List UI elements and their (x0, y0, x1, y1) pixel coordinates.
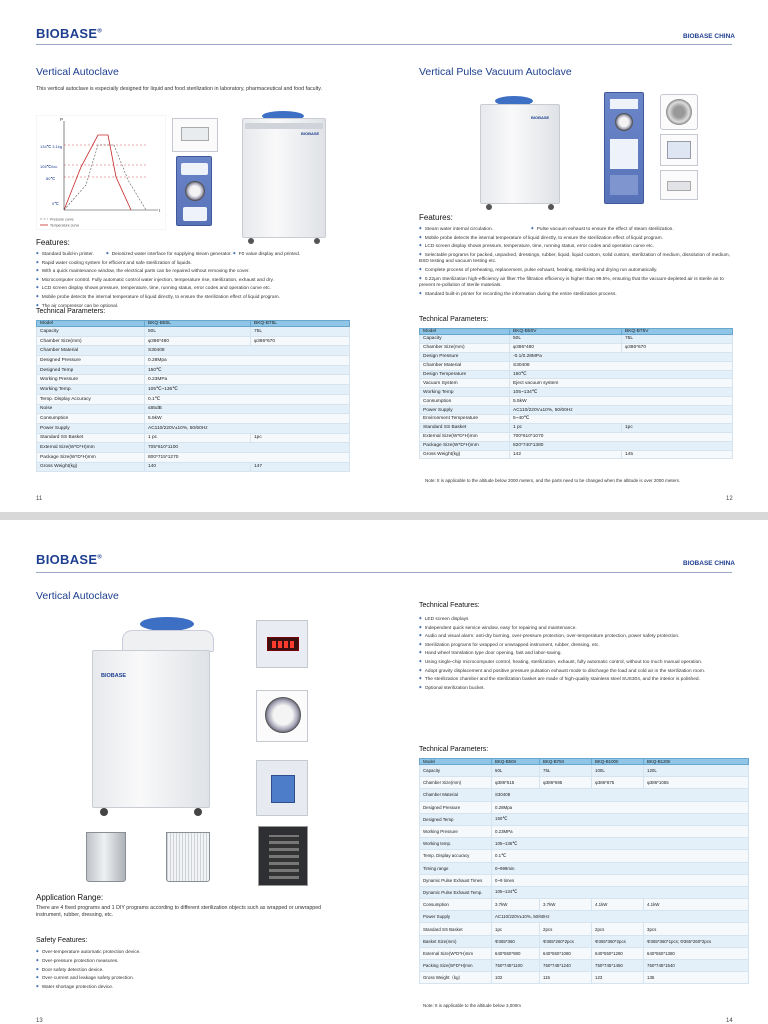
table-row (420, 947, 749, 959)
quick-service-window-photo (256, 760, 308, 816)
legend-temperature: Temperature curve (50, 223, 80, 228)
table-row (420, 370, 733, 379)
table-cell: 50L (492, 765, 540, 777)
table-cell: Chamber Material (420, 789, 492, 801)
table-cell: 150℃ (492, 813, 749, 825)
page-number-13: 13 (36, 1018, 43, 1024)
table-cell: Package Size(W*D*H)mm (37, 452, 145, 462)
page-number-12: 12 (726, 496, 733, 502)
table-cell: Designed Temp (420, 813, 492, 825)
sterilization-curve-diagram (36, 115, 166, 230)
table-row (37, 423, 350, 433)
screen-photo (660, 134, 698, 166)
table-row (420, 923, 749, 935)
table-row (420, 388, 733, 397)
table-row (420, 789, 749, 801)
table-row (420, 862, 749, 874)
table-cell: 145 (622, 450, 733, 459)
page14-tech-features-heading: Technical Features: (419, 602, 480, 609)
pressure-gauge-photo (256, 690, 308, 742)
page13-app-heading: Application Range: (36, 893, 104, 902)
table-cell: -0.1/0.28MPa (510, 352, 733, 361)
table-cell: 123 (592, 972, 644, 984)
page13-safety-list: ◆ Over-temperature automatic protection device. ◆ Over-pressure protection measures. ◆ Door safety detection device. ◆ Over-current and leakage safety protection. ◆ Water shortage protection device. (36, 948, 336, 992)
header-divider (36, 44, 732, 45)
table-cell: 0.28Mpa (492, 801, 749, 813)
page11-title: Vertical Autoclave (36, 66, 119, 78)
table-cell: Chamber Size(mm) (37, 336, 145, 346)
table-row (420, 352, 733, 361)
table-cell: Vacuum System (420, 379, 510, 388)
table-cell: Package Size(W*D*H)mm (420, 441, 510, 450)
table-cell: External Size(W*D*H)mm (420, 947, 492, 959)
handwheel-icon-3 (140, 617, 194, 631)
table-cell: Design Temperature (420, 370, 510, 379)
page13-safety-heading: Safety Features: (36, 937, 88, 944)
table-cell: 75L (622, 335, 733, 344)
table-cell: φ386*695 (540, 777, 592, 789)
biobase-logo: BIOBASE® (36, 26, 103, 41)
table-row (420, 825, 749, 837)
table-row (420, 960, 749, 972)
printer-photo (660, 170, 698, 200)
page12-note: Note: It is applicable to the altitude below 2000 meters, and the parts need to be changed when the altitude is over 2000 meters. (425, 478, 681, 483)
table-cell: 0.23MPa (492, 825, 749, 837)
table-row (420, 423, 733, 432)
table-cell: 3.7kW (492, 899, 540, 911)
table-row (37, 404, 350, 414)
table-row (420, 899, 749, 911)
brand-right-header: BIOBASE CHINA (683, 33, 736, 40)
table-row (37, 385, 350, 395)
table-cell: S30408 (145, 346, 350, 356)
table-cell: 820*740*1380 (510, 441, 733, 450)
page14-tech-heading: Technical Parameters: (419, 746, 489, 753)
table-cell: 150℃ (510, 370, 733, 379)
ss-bucket-photo (86, 832, 126, 882)
table-cell: 1 pc (510, 423, 622, 432)
table-cell: 105~134℃ (510, 388, 733, 397)
table-cell: Φ365*360*2pcs (592, 935, 644, 947)
brand-right-header-2: BIOBASE CHINA (683, 560, 736, 567)
table-cell: 640*550*1380 (644, 947, 749, 959)
table-cell: Designed Pressure (37, 356, 145, 366)
table-cell: Power Supply (420, 406, 510, 415)
table-cell: Φ365*260*2pcs (540, 935, 592, 947)
table-row (37, 443, 350, 453)
table-cell: 0.28Mpa (145, 356, 350, 366)
table-cell: Power Supply (37, 423, 145, 433)
table-row (37, 327, 350, 337)
led-display-photo (256, 620, 308, 668)
table-cell: ≤65dB (145, 404, 350, 414)
table-cell: 1pc (251, 433, 350, 443)
table-cell: 140 (145, 462, 251, 472)
table-cell: Chamber Material (37, 346, 145, 356)
table-cell: Consumption (37, 414, 145, 424)
vertical-autoclave-photo: BIOBASE (242, 118, 326, 238)
table-row (420, 935, 749, 947)
page11-parameters-table: Model BKQ-B50L BKQ-B75L Capacity 50L 75L Chamber Size(mm) φ386*480 φ386*670 Chamber Material S30408 Designed Pressure 0.28Mpa Designed Temp 150℃ Working Pressure 0.23MPa Working Temp. 105℃~136℃ Temp. Display Accuracy 0.1℃ Noise ≤65dB Consumption 5.5kW Power Supply AC110/220V±10%, 50/60Hz Standard SS Basket 1 pc 1pc External Size(W*D*H)mm 705*610*1100 Package Size(W*D*H)mm 800*715*1270 Gross Weight(kg) 140 147 (36, 320, 350, 472)
table-cell: Designed Temp (37, 365, 145, 375)
table-cell: Gross Weight(kg) (37, 462, 145, 472)
pulse-vacuum-autoclave-photo: BIOBASE (480, 104, 560, 204)
table-cell: 150℃ (145, 365, 350, 375)
table-row (420, 343, 733, 352)
table-cell: φ386*875 (592, 777, 644, 789)
page14-tech-features-list: ◆ LED screen displays ◆ Independent quick service window, easy for repairing and maintenance. ◆ Audio and visual alarm: anti-dry burning, over-pressure protection, over-temperature protection, power safety protection. ◆ Sterilization programs for wrapped or unwrapped instrument, rubber, dressing, etc. ◆ Hand wheel translation type door opening, fast and labor-saving. ◆ Using single-chip microcomputer control, heating, sterilization, exhaust, fully automatic control, without too much manual operation. ◆ Adopt gravity displacement and positive pressure pulsation exhaust mode to discharge the load and cold air in the sterilization room. ◆ The sterilization chamber and the sterilization basket are made of high-quality stainless steel SUS304, and the interior is polished. ◆ Optional sterilization bucket. (419, 615, 739, 692)
table-cell: S30408 (492, 789, 749, 801)
table-cell: 120L (644, 765, 749, 777)
table-row (420, 361, 733, 370)
page14-note: Note: It is applicable to the altitude below 3,000m (423, 1003, 522, 1008)
table-cell: Design Pressure (420, 352, 510, 361)
table-cell: Chamber Material (420, 361, 510, 370)
biobase-logo-2: BIOBASE® (36, 552, 103, 567)
table-row (37, 433, 350, 443)
table-row (420, 911, 749, 923)
page11-features-list: ◆ Standard build-in printer.◆ Deionized water interface for supplying steam generator. ◆ F0 value display and printed.◆ Rapid water cooling system for efficient and safe sterilization of liquids. ◆ With a quick maintenance window, the electrical parts can be repaired without removing the cover. ◆ Microcomputer control. Fully automatic control water injection, temperature rise, sterilization, exhaust and dry. ◆ LCD screen display shows pressure, temperature, time, running status, error codes and operation curve etc. ◆ Mobile probe detects the internal temperature of liquid directly, to ensure the sterilization effect of liquid program. ◆ The air compressor can be optional. (36, 250, 336, 310)
table-cell: φ386*1055 (644, 777, 749, 789)
table-cell: Standard SS Basket (420, 923, 492, 935)
vertical-autoclave-photo-2: BIOBASE (92, 650, 210, 808)
table-row (420, 972, 749, 984)
table-cell: 800*715*1270 (145, 452, 350, 462)
page11-tech-heading: Technical Parameters: (36, 308, 106, 315)
table-cell: 75L (540, 765, 592, 777)
page12-tech-heading: Technical Parameters: (419, 316, 489, 323)
table-cell: 3pcs (644, 923, 749, 935)
table-cell: 105~136℃ (492, 838, 749, 850)
table-row (420, 874, 749, 886)
table-row (420, 801, 749, 813)
table-row (420, 397, 733, 406)
table-cell: 102 (492, 972, 540, 984)
table-cell: Capacity (420, 335, 510, 344)
table-cell: 640*550*980 (492, 947, 540, 959)
table-cell: 640*550*1080 (540, 947, 592, 959)
table-cell: Power Supply (420, 911, 492, 923)
page-number-11: 11 (36, 496, 43, 502)
table-cell: 0.1℃ (492, 850, 749, 862)
table-cell: 0~999min (492, 862, 749, 874)
table-cell: AC110/220V±10%, 50/60Hz (492, 911, 749, 923)
page13-app-text: There are 4 fixed programs and 1 DIY programs according to different sterilization objects such as wrapped or unwrapped instrument, rubber, dressing, etc. (36, 905, 322, 919)
table-cell: φ386*480 (145, 336, 251, 346)
table-cell: 640*550*1280 (592, 947, 644, 959)
table-row (420, 406, 733, 415)
table-cell: Designed Pressure (420, 801, 492, 813)
table-cell: 3.7kW (540, 899, 592, 911)
table-cell: Basket Size(mm) (420, 935, 492, 947)
table-cell: 115 (540, 972, 592, 984)
page14-parameters-table: Model BKQ-B50II BKQ-B75II BKQ-B100II BKQ-B120II Capacity 50L 75L 100L 120L Chamber Size(mm) φ386*515 φ386*695 φ386*875 φ386*1055 Chamber Material S30408 Designed Pressure 0.28Mpa Designed Temp 150℃ Working Pressure 0.23MPa Working temp. 105~136℃ Temp. Display accuracy 0.1℃ Timing range 0~999min Dynamic Pulse Exhaust Times 0~9 times Dynamic Pulse Exhaust Temp. 105~134℃ Consumption 3.7kW 3.7kW 4.1kW 4.1kW Power Supply AC110/220V±10%, 50/60Hz Standard SS Basket 1pc 2pcs 2pcs 3pcs Basket Size(mm) Φ365*360 Φ365*260*2pcs Φ365*360*2pcs Φ365*360*1pcs; Φ365*260*2pcs External Size(W*D*H)mm 640*550*980 640*550*1080 640*550*1280 640*550*1380 Packing Size(W*D*H)mm 750*745*1100 750*745*1240 750*745*1450 750*745*1540 Gross Weight（kg） 102 115 123 135 (419, 758, 749, 984)
table-cell: φ386*480 (510, 343, 622, 352)
table-cell: Standard SS Basket (420, 423, 510, 432)
table-row (420, 441, 733, 450)
table-cell: Noise (37, 404, 145, 414)
table-cell: Chamber Size(mm) (420, 343, 510, 352)
table-row (420, 415, 733, 424)
table-cell: 750*745*1450 (592, 960, 644, 972)
table-cell: 105℃~136℃ (145, 385, 350, 395)
table-cell: 50L (145, 327, 251, 337)
page12-parameters-table: Model BKQ-B50V BKQ-B75V Capacity 50L 75L Chamber Size(mm) φ386*480 φ386*670 Design Pressure -0.1/0.28MPa Chamber Material S30408 Design Temperature 150℃ Vacuum System Eject vacuum system Working Temp 105~134℃ Consumption 5.5kW Power Supply AC110/220V±10%, 50/60Hz Environment Temperature 5~40℃ Standard SS Basket 1 pc 1pc External Size(W*D*H)mm 700*610*1070 Package Size(W*D*H)mm 820*740*1380 Gross Weight(kg) 142 145 (419, 328, 733, 459)
table-cell: Consumption (420, 899, 492, 911)
table-cell: Working Temp (420, 388, 510, 397)
table-row (37, 375, 350, 385)
chart-label-134: 134℃ 3.1kg (40, 144, 63, 149)
chart-label-105: 105℃/loc (40, 164, 58, 169)
table-cell: External Size(W*D*H)mm (37, 443, 145, 453)
table-cell: 1 pc (145, 433, 251, 443)
table-cell: 2pcs (540, 923, 592, 935)
page11-features-heading: Features: (36, 238, 70, 247)
table-cell: Packing Size(W*D*H)mm (420, 960, 492, 972)
table-cell: Φ365*360*1pcs; Φ365*260*2pcs (644, 935, 749, 947)
page12-title: Vertical Pulse Vacuum Autoclave (419, 66, 572, 78)
table-row (420, 335, 733, 344)
table-cell: Working Temp. (37, 385, 145, 395)
table-cell: 135 (644, 972, 749, 984)
table-row (420, 765, 749, 777)
page12-features-heading: Features: (419, 213, 453, 222)
table-cell: φ386*515 (492, 777, 540, 789)
table-cell: 2pcs (592, 923, 644, 935)
table-row (37, 462, 350, 472)
table-row (420, 886, 749, 898)
table-cell: Temp. Display Accuracy (37, 394, 145, 404)
table-row (37, 414, 350, 424)
table-cell: Gross Weight(kg) (420, 450, 510, 459)
table-row (37, 346, 350, 356)
chart-axis-p: P (60, 117, 64, 122)
table-cell: External Size(W*D*H)mm (420, 432, 510, 441)
ss-basket-photo (166, 832, 210, 882)
control-panel-photo-2 (604, 92, 644, 204)
table-cell: Dynamic Pulse Exhaust Temp. (420, 886, 492, 898)
table-cell: AC110/220V±10%, 50/60Hz (145, 423, 350, 433)
table-cell: 705*610*1100 (145, 443, 350, 453)
table-row (420, 850, 749, 862)
page12-features-list: ◆ Steam water internal circulation.◆ Pulse vacuum exhaust to ensure the effect of steam sterilization. ◆ Mobile probe detects the internal temperature of liquid directly, to ensure the sterilization effect of liquid program. ◆ LCD screen display shows pressure, temperature, time, running status, error codes and operation curve etc. ◆ Selectable programs for packed, unpacked, dressings, rubber, liquid, liquid custom, solid custom, sterilization of medium, dissolution of medium, BSD testing and vacuum testing etc. ◆ Complete process of preheating, replacement, pulse exhaust, heating, sterilizing and drying run automatically. ◆ 0.22μm Sterilization high-efficiency air filter.The filtration efficiency is higher than 99.5%, ensuring that the vacuum-depleted air is sterile an to prevent re-pollution of sterile materials. ◆ Standard built-in printer for recording the information during the entire sterilization process. (419, 225, 733, 298)
table-cell: 0.1℃ (145, 394, 350, 404)
table-row (420, 813, 749, 825)
table-cell: 0.23MPa (145, 375, 350, 385)
legend-pressure: Pressure curve (50, 217, 74, 222)
table-row (420, 379, 733, 388)
table-cell: 100L (592, 765, 644, 777)
chart-axis-t: t (159, 208, 161, 213)
chart-label-0: 0℃ (52, 201, 59, 206)
table-cell: Working Pressure (420, 825, 492, 837)
table-cell: Gross Weight（kg） (420, 972, 492, 984)
table-cell: 700*610*1070 (510, 432, 733, 441)
chart-label-80: 80℃ (46, 176, 55, 181)
table-cell: 50L (510, 335, 622, 344)
internal-parts-photo (258, 826, 308, 886)
table-row (37, 365, 350, 375)
table-cell: Consumption (420, 397, 510, 406)
spread-bottom (0, 520, 768, 1024)
table-row (37, 336, 350, 346)
page13-title: Vertical Autoclave (36, 590, 119, 602)
table-cell: 1pc (492, 923, 540, 935)
table-cell: 142 (510, 450, 622, 459)
table-cell: Working Pressure (37, 375, 145, 385)
table-cell: 147 (251, 462, 350, 472)
table-cell: 1pc (622, 423, 733, 432)
table-row (420, 777, 749, 789)
table-cell: Environment Temperature (420, 415, 510, 424)
table-cell: 105~134℃ (492, 886, 749, 898)
table-cell: Dynamic Pulse Exhaust Times (420, 874, 492, 886)
gauge-panel-photo (176, 156, 212, 226)
table-cell: 750*745*1100 (492, 960, 540, 972)
table-cell: Working temp. (420, 838, 492, 850)
table-cell: 5.5kW (510, 397, 733, 406)
table-cell: Capacity (420, 765, 492, 777)
control-panel-photo (172, 118, 218, 152)
table-cell: Φ365*360 (492, 935, 540, 947)
table-cell: 0~9 times (492, 874, 749, 886)
table-cell: 75L (251, 327, 350, 337)
page-number-14: 14 (726, 1018, 733, 1024)
table-cell: Capacity (37, 327, 145, 337)
table-cell: AC110/220V±10%, 50/60Hz (510, 406, 733, 415)
table-row (420, 838, 749, 850)
table-row (420, 450, 733, 459)
header-divider-2 (36, 572, 732, 573)
table-cell: 750*745*1540 (644, 960, 749, 972)
table-cell: Eject vacuum system (510, 379, 733, 388)
table-cell: Timing range (420, 862, 492, 874)
table-cell: 5.5kW (145, 414, 350, 424)
table-row (37, 394, 350, 404)
table-cell: Chamber Size(mm) (420, 777, 492, 789)
table-row (420, 432, 733, 441)
table-cell: φ386*670 (622, 343, 733, 352)
table-row (37, 452, 350, 462)
table-cell: Temp. Display accuracy (420, 850, 492, 862)
table-cell: 750*745*1240 (540, 960, 592, 972)
table-cell: 5~40℃ (510, 415, 733, 424)
table-row (37, 356, 350, 366)
chamber-photo (660, 94, 698, 130)
table-cell: 4.1kW (644, 899, 749, 911)
table-cell: 4.1kW (592, 899, 644, 911)
table-cell: φ386*670 (251, 336, 350, 346)
page11-intro: This vertical autoclave is especially designed for liquid and food sterilization in laboratory, pharmaceutical and food faculty. (36, 86, 322, 92)
table-cell: Standard SS Basket (37, 433, 145, 443)
table-cell: S30408 (510, 361, 733, 370)
